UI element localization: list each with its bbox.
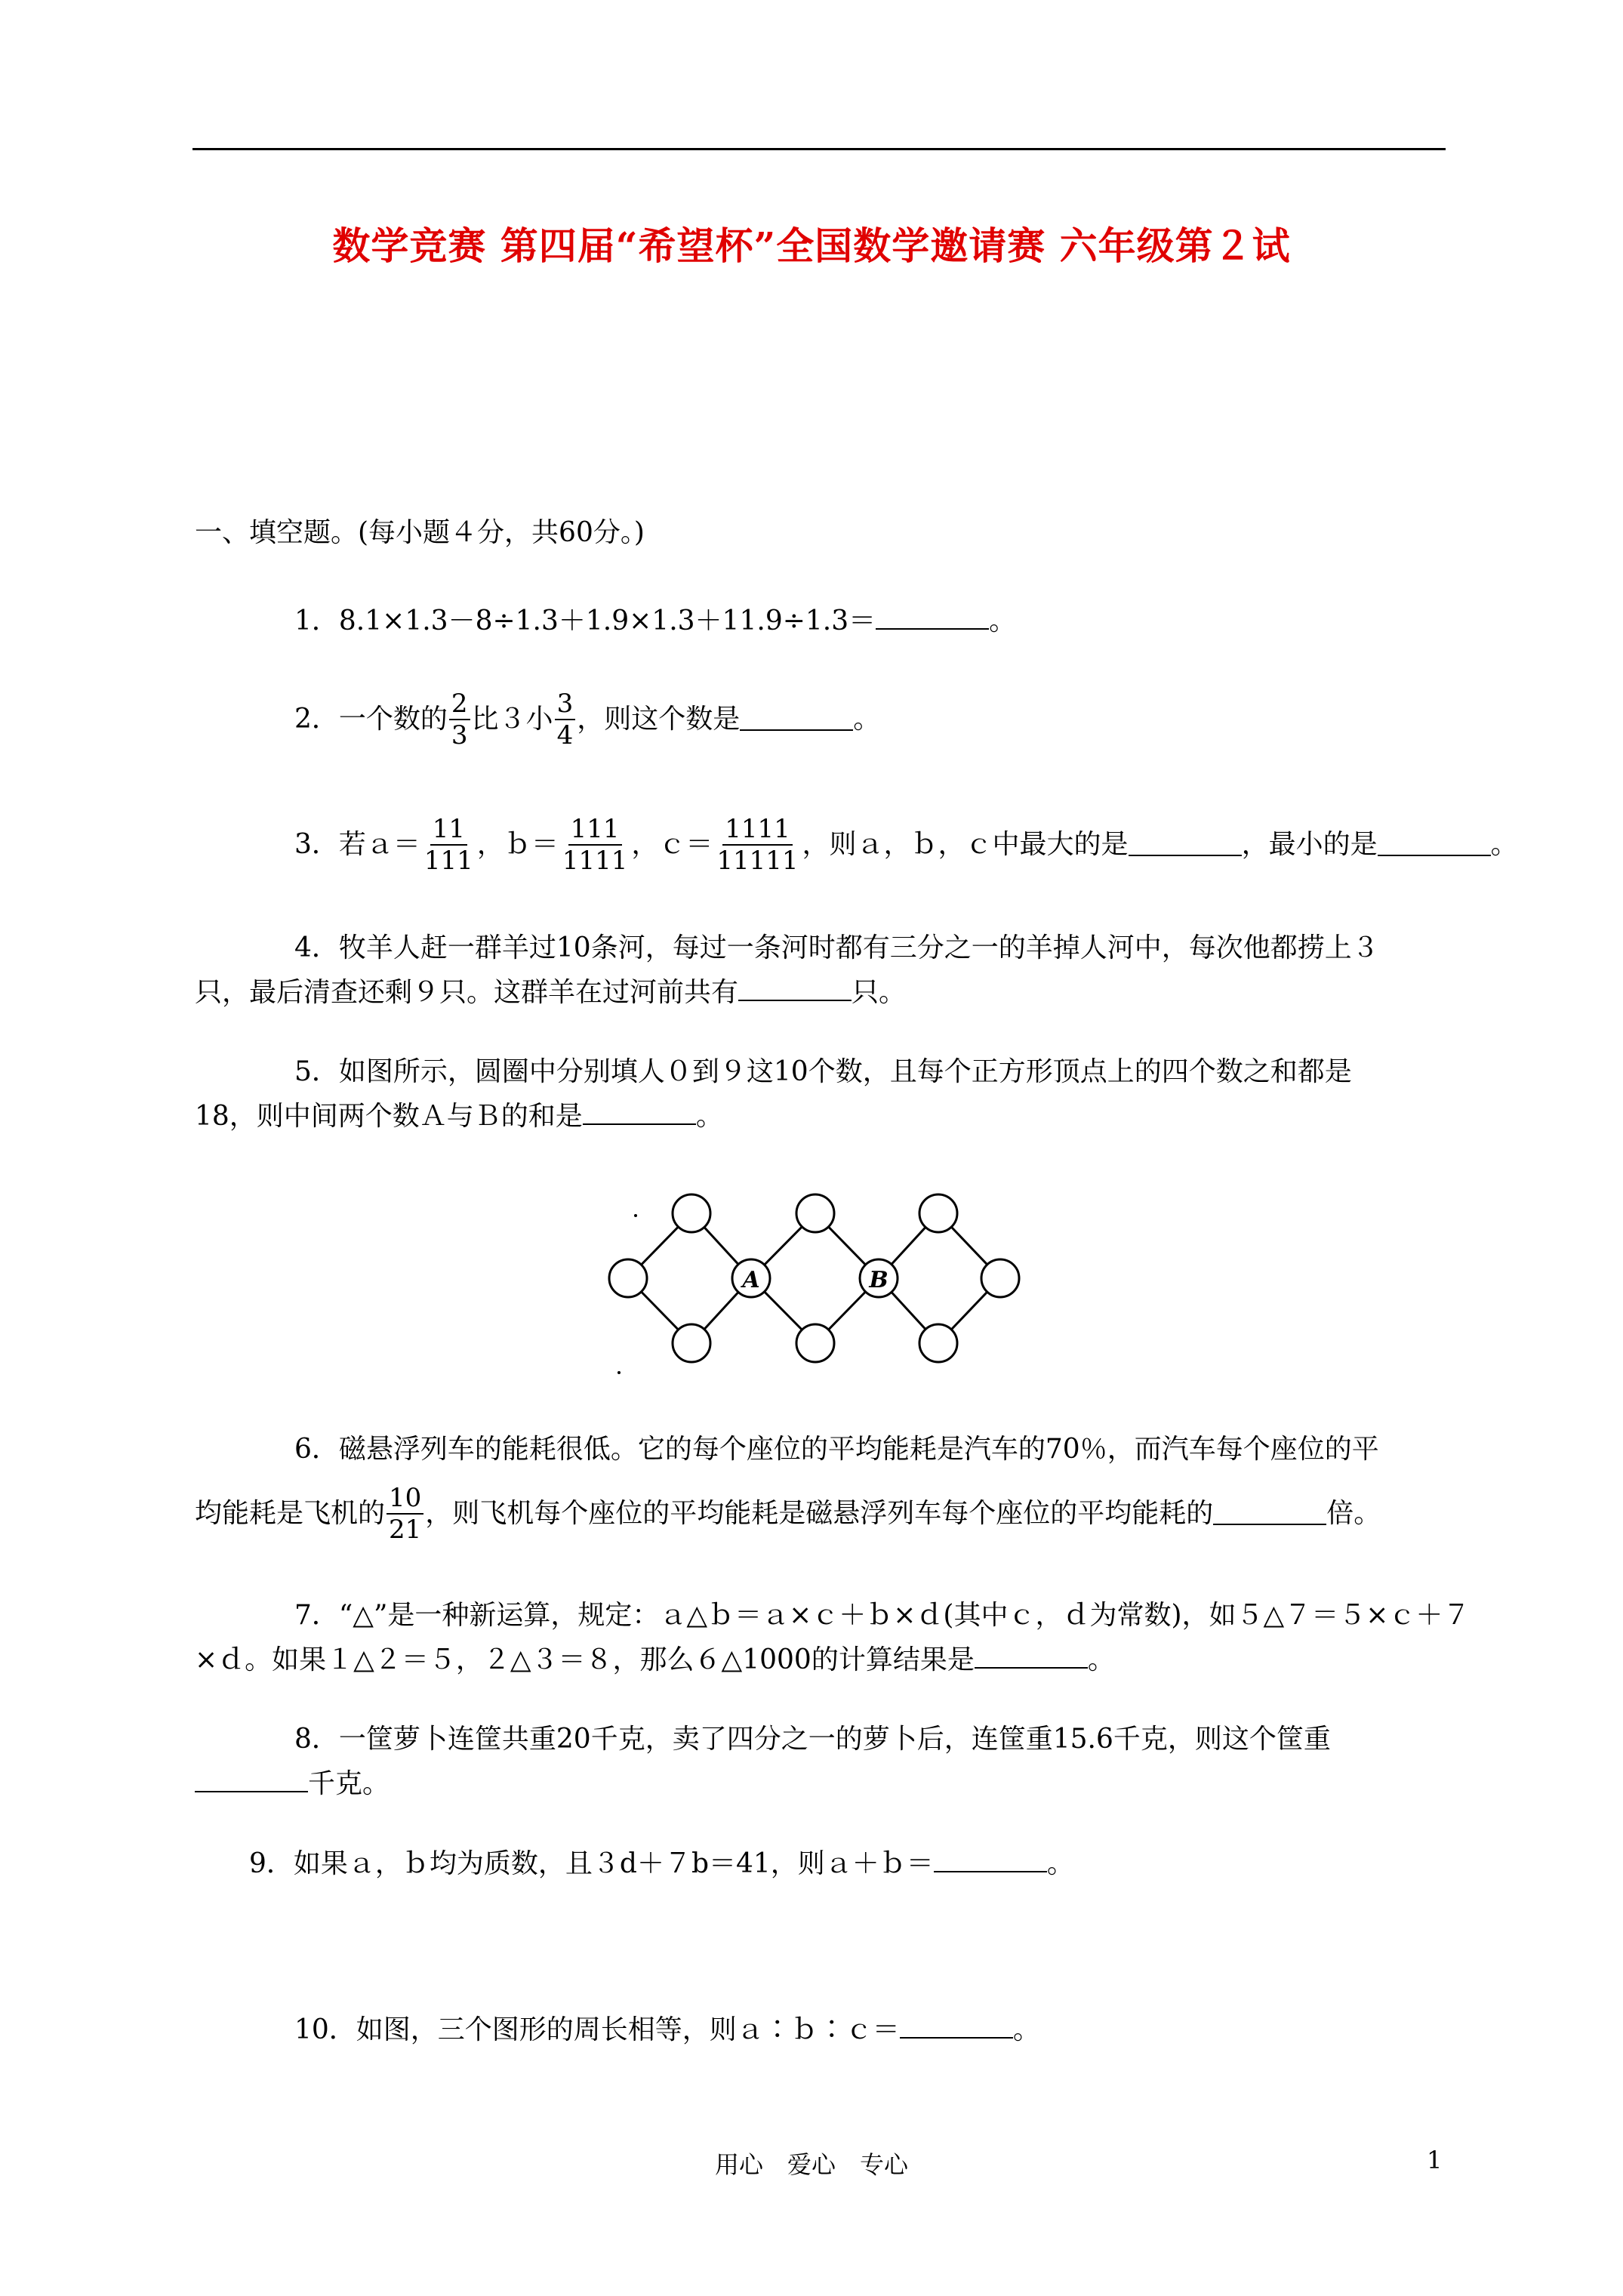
question-4-line-1: 4．牧羊人赶一群羊过10条河，每过一条河时都有三分之一的羊掉人河中，每次他都捞上３ [294,932,1379,963]
q1-answer-blank [876,607,989,630]
q3-fraction-b: $\frac{111}{1111}$ [562,814,628,876]
q1-text: 1．8.1×1.3－8÷1.3＋1.9×1.3＋11.9÷1.3＝ [294,606,876,636]
circle-top-2 [796,1194,834,1232]
q5-answer-blank [583,1102,696,1125]
circle-top-3 [919,1194,957,1232]
question-5-line-1: 5．如图所示，圆圈中分别填人０到９这10个数，且每个正方形顶点上的四个数之和都是 [294,1056,1352,1087]
q2-text-b: 比３小 [471,704,553,735]
q2-answer-blank [740,708,853,731]
q3-fraction-c: $\frac{1111}{11111}$ [716,814,799,876]
q9-answer-blank [934,1850,1047,1872]
question-8-line-1: 8．一筐萝卜连筐共重20千克，卖了四分之一的萝卜后，连筐重15.6千克，则这个筐重 [294,1724,1331,1755]
circle-bottom-1 [673,1324,710,1362]
q3-text-b: ，ｂ＝ [476,829,559,860]
question-9: 9．如果ａ，ｂ均为质数，且３d＋７b＝41，则ａ＋ｂ＝ 。 [249,1848,1074,1879]
circles-squares-figure [589,1178,1042,1389]
question-7-line-1: 7．“△”是一种新运算，规定：ａ△ｂ＝ａ×ｃ＋ｂ×ｄ(其中ｃ，ｄ为常数)，如５△７＝５×ｃ＋７ [294,1600,1471,1631]
question-6-line-2: 均能耗是飞机的 $\frac{10}{21}$ ，则飞机每个座位的平均能耗是磁悬浮列车每个座位的平均能耗的 倍。 [195,1483,1381,1545]
circle-bottom-3 [919,1324,957,1362]
circle-bottom-2 [796,1324,834,1362]
circle-right [981,1259,1019,1297]
question-6-line-1: 6．磁悬浮列车的能耗很低。它的每个座位的平均能耗是汽车的70％，而汽车每个座位的平 [294,1434,1379,1465]
section-heading: 一、填空题。(每小题４分，共60分。) [195,517,645,548]
header-rule [192,148,1446,150]
q3-text-e: ，最小的是 [1241,829,1378,860]
q2-text-a: 2．一个数的 [294,704,448,735]
q6-fraction: $\frac{10}{21}$ [387,1483,423,1545]
question-7-line-2: ×ｄ。如果１△２＝５，２△３＝８，那么６△1000的计算结果是 。 [195,1644,1115,1675]
page-number: 1 [1427,2146,1443,2174]
label-b: B [869,1267,888,1293]
page-title: 数学竞赛 第四届“希望杯”全国数学邀请赛 六年级第２试 [332,223,1291,268]
q10-answer-blank [900,2016,1013,2039]
q3-text-d: ，则ａ，ｂ，ｃ中最大的是 [802,829,1129,860]
question-10: 10．如图，三个图形的周长相等，则ａ∶ｂ∶ｃ＝ 。 [294,2014,1040,2045]
q3-fraction-a: $\frac{11}{111}$ [423,814,473,876]
q3-text-a: 3．若ａ＝ [294,829,420,860]
q2-fraction-1: $\frac{2}{3}$ [449,689,470,750]
question-1: 1．8.1×1.3－8÷1.3＋1.9×1.3＋11.9÷1.3＝ 。 [294,606,1017,636]
q8-answer-blank [195,1770,308,1792]
question-4-line-2: 只，最后清查还剩９只。这群羊在过河前共有 只。 [195,977,907,1008]
q3-answer-blank-max [1129,834,1242,856]
question-3: 3．若ａ＝ $\frac{11}{111}$ ，ｂ＝ $\frac{111}{1111}$ ，ｃ＝ $\frac{1111}{11111}$ ，则ａ，ｂ，ｃ中最大的是 ，最小的是 。 [294,814,1518,876]
label-a: A [742,1267,760,1293]
q3-answer-blank-min [1378,834,1491,856]
circle-top-1 [673,1194,710,1232]
question-5-line-2: 18，则中间两个数Ａ与Ｂ的和是 。 [195,1101,723,1132]
q4-answer-blank [738,978,852,1001]
q6-answer-blank [1213,1502,1326,1525]
circle-left [609,1259,647,1297]
q3-text-c: ，ｃ＝ [631,829,713,860]
question-8-line-2: 千克。 [195,1770,390,1798]
q2-fraction-2: $\frac{3}{4}$ [555,689,576,750]
q2-text-c: ，则这个数是 [577,704,741,735]
q7-answer-blank [975,1646,1088,1669]
footer-motto: 用心 爱心 专心 [714,2150,908,2179]
question-2: 2．一个数的 $\frac{2}{3}$ 比３小 $\frac{3}{4}$ ，则这个数是 。 [294,689,881,750]
